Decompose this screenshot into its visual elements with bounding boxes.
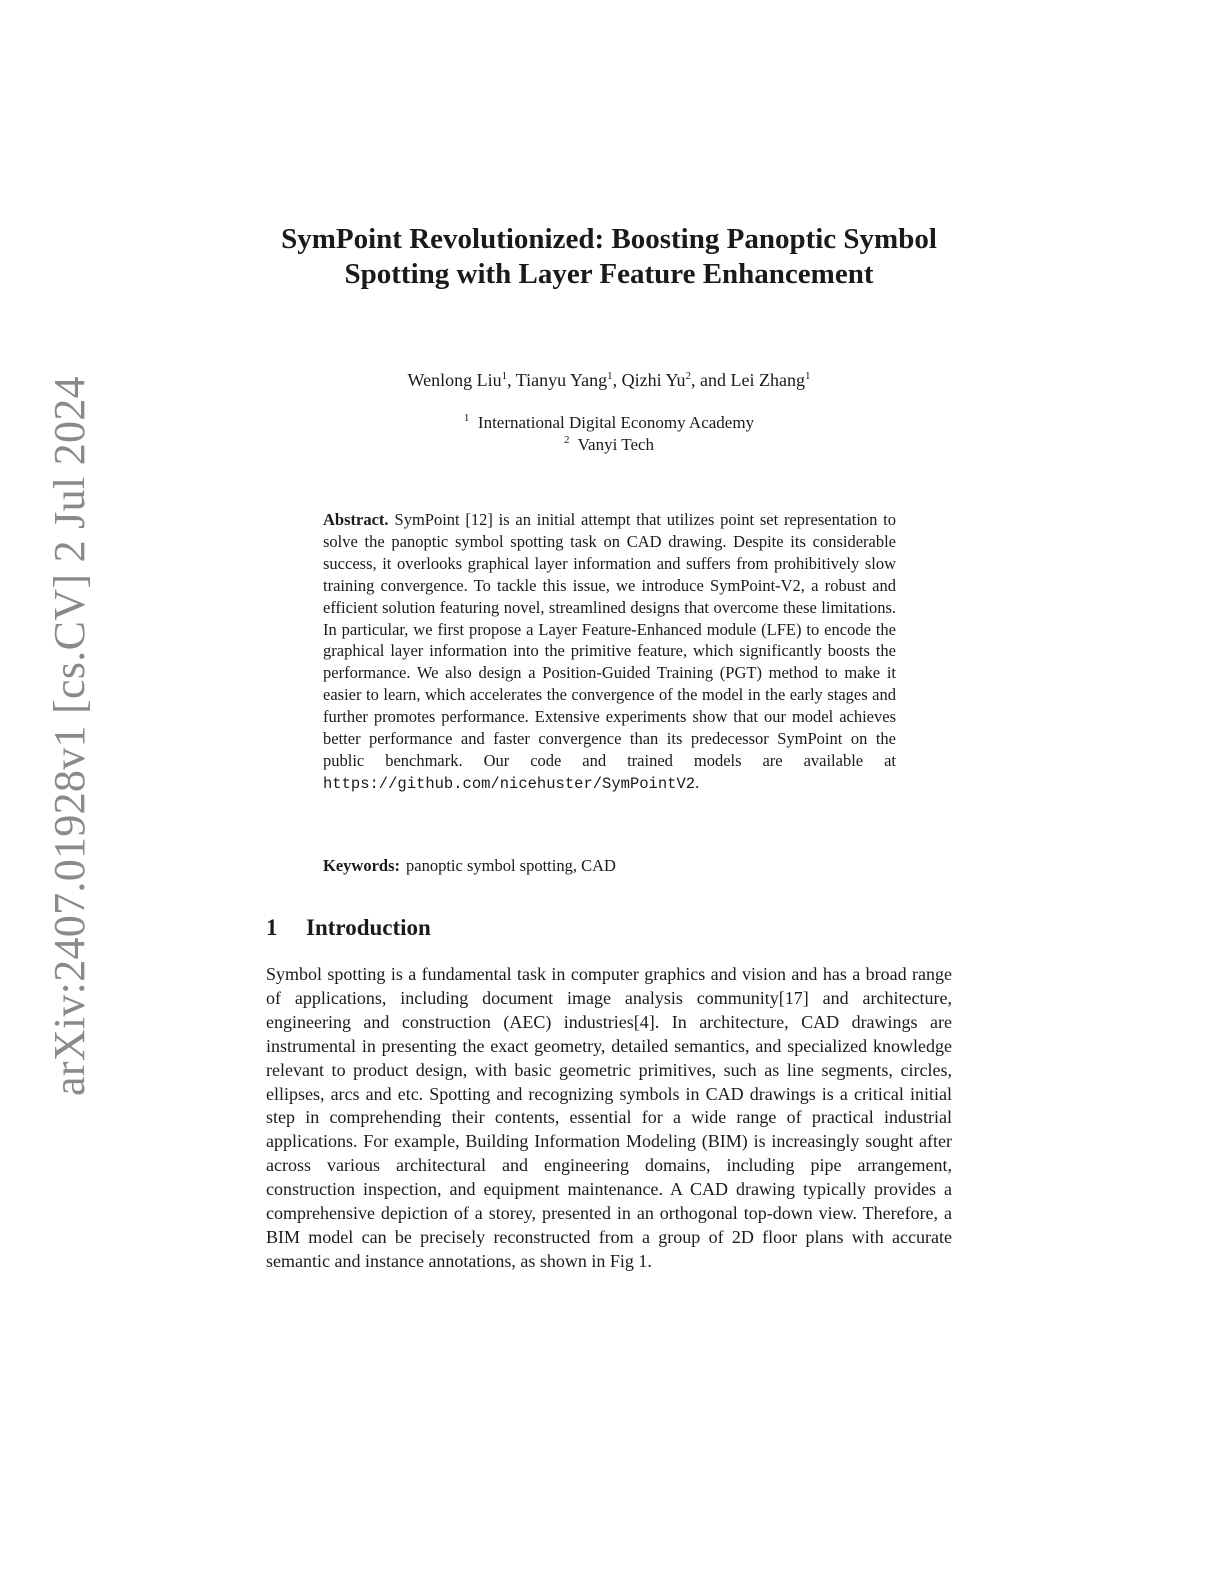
keywords-text: panoptic symbol spotting, CAD (406, 856, 616, 875)
abstract-link-suffix: . (695, 772, 700, 792)
affiliation-name: Vanyi Tech (577, 435, 655, 454)
section-heading (266, 913, 431, 943)
author-affiliation-mark: 1 (804, 370, 811, 382)
affiliation-line (270, 412, 948, 434)
author-name: Tianyu Yang (515, 370, 608, 390)
author-list: Wenlong Liu$^1$, Tianyu Yang$^1$, Qizhi Yu$^2$, and Lei Zhang$^1$ (407, 370, 811, 390)
author-affiliation-mark: 2 (685, 370, 691, 382)
abstract-text: SymPoint [12] is an initial attempt that utilizes point set representation to solve the panoptic symbol spotting task on CAD drawing. Despite its considerable success, it overlooks graphical layer information and suffers from prohibitively slow training convergence. To tackle this issue, we introduce SymPoint-V2, a robust and efficient solution featuring novel, streamlined designs that overcome these limitations. In particular, we first propose a Layer Feature-Enhanced module (LFE) to encode the graphical layer information into the primitive feature, which significantly boosts the performance. We also design a Position-Guided Training (PGT) method to make it easier to learn, which accelerates the convergence of the model in the early stages and further promotes performance. Extensive experiments show that our model achieves better performance and faster convergence than its predecessor SymPoint on the public benchmark. Our code and trained models are available at (323, 510, 896, 770)
affiliation-line (270, 434, 948, 456)
author-affiliation-mark: 1 (501, 370, 508, 382)
author-affiliation-mark: 1 (607, 370, 613, 382)
author-name: Qizhi Yu (621, 370, 686, 390)
keywords-label: Keywords: (323, 856, 400, 875)
affiliation-name: International Digital Economy Academy (477, 413, 755, 432)
abstract-label: Abstract. (323, 510, 389, 529)
affiliation-mark: 2 (563, 434, 570, 446)
affiliation-mark: 1 (463, 412, 470, 424)
intro-paragraph: Symbol spotting is a fundamental task in computer graphics and vision and has a broad range of applications, including document image analysis community[17] and architecture, engineering and construction (AEC) industries[4]. In architecture, CAD drawings are instrumental in presenting the exact geometry, detailed semantics, and specialized knowledge relevant to product design, with basic geometric primitives, such as line segments, circles, ellipses, arcs and etc. Spotting and recognizing symbols in CAD drawings is a critical initial step in comprehending their contents, essential for a wide range of practical industrial applications. For example, Building Information Modeling (BIM) is increasingly sought after across various architectural and engineering domains, including pipe arrangement, construction inspection, and equipment maintenance. A CAD drawing typically provides a comprehensive depiction of a storey, presented in an orthogonal top-down view. Therefore, a BIM model can be precisely reconstructed from a group of 2D floor plans with accurate semantic and instance annotations, as shown in Fig 1. (266, 964, 952, 1271)
affiliation-list (270, 412, 948, 456)
abstract (323, 509, 896, 796)
arxiv-identifier-stamp: arXiv:2407.01928v1 [cs.CV] 2 Jul 2024 (45, 376, 94, 1096)
author-name: Wenlong Liu (407, 370, 502, 390)
keywords (323, 855, 896, 877)
section-number: 1 (266, 915, 278, 940)
code-repository-link[interactable]: https://github.com/nicehuster/SymPointV2 (323, 774, 696, 793)
paper-title: SymPoint Revolutionized: Boosting Panoptic Symbol Spotting with Layer Feature Enhancement (281, 223, 937, 290)
author-name: Lei Zhang (730, 370, 805, 390)
section-title: Introduction (306, 915, 431, 940)
